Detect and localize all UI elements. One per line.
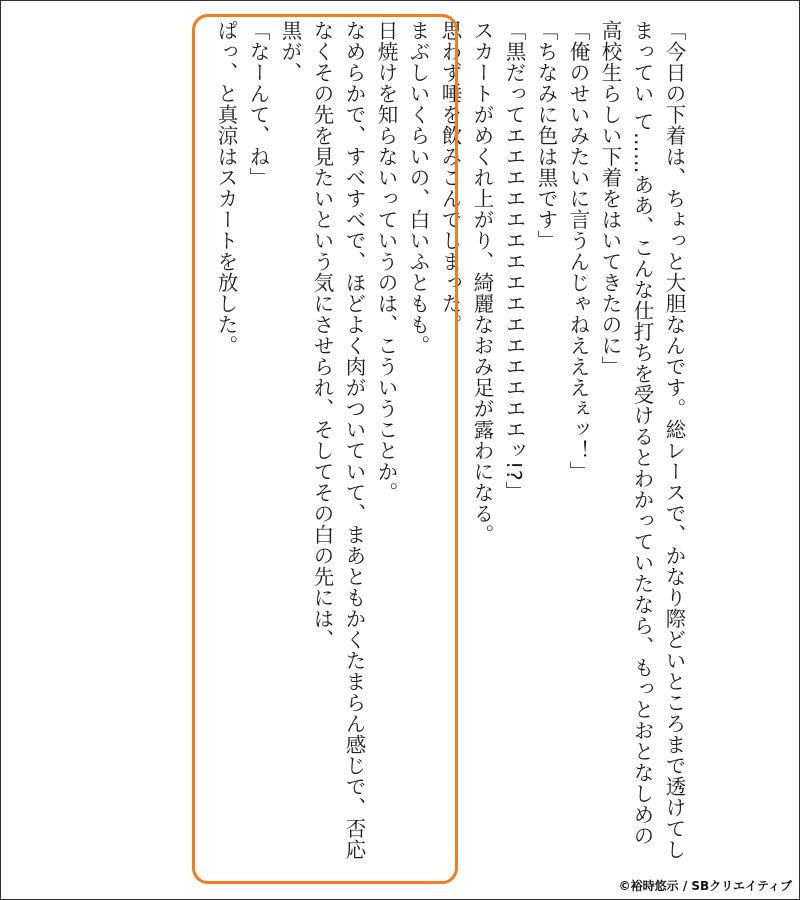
paragraph: 「ちなみに色は黒です」 [534, 20, 558, 251]
copyright-credit: ©裕時悠示 / SBクリエイティブ [618, 879, 792, 893]
paragraph: なめらかで、すべすべで、ほどよく肉がついていて、まあともかくたまらん感じで、否応なくその先を見たいという気にさせられ、そしてその白の先には、 [310, 20, 366, 860]
paragraph: 「俺のせいみたいに言うんじゃねえええぇッ！」 [566, 20, 590, 482]
novel-text [210, 20, 690, 865]
paragraph: 「今日の下着は、ちょっと大胆なんです。総レースで、かなり際どいところまで透けてしまってい て……ああ、こんな仕打ちを受けるとわかっていたなら、もっとおとなしめの高校生らしい下着をはいてきたのに」 [598, 20, 686, 860]
paragraph: まぶしいくらいの、白いふともも。 [406, 20, 430, 356]
paragraph: 「なーんて、ね」 [246, 20, 270, 188]
paragraph: 思わず唾を飲みこんでしまった。 [438, 20, 462, 335]
paragraph: 「黒だってエエエエエエエエエエエエエエエッ!?」 [502, 20, 526, 503]
paragraph: ぱっ、と真涼はスカートを放した。 [214, 20, 238, 356]
paragraph: スカートがめくれ上がり、綺麗なおみ足が露わになる。 [470, 20, 494, 545]
paragraph: 日焼けを知らないっていうのは、こういうことか。 [374, 20, 398, 503]
paragraph: 黒が、 [278, 20, 302, 83]
